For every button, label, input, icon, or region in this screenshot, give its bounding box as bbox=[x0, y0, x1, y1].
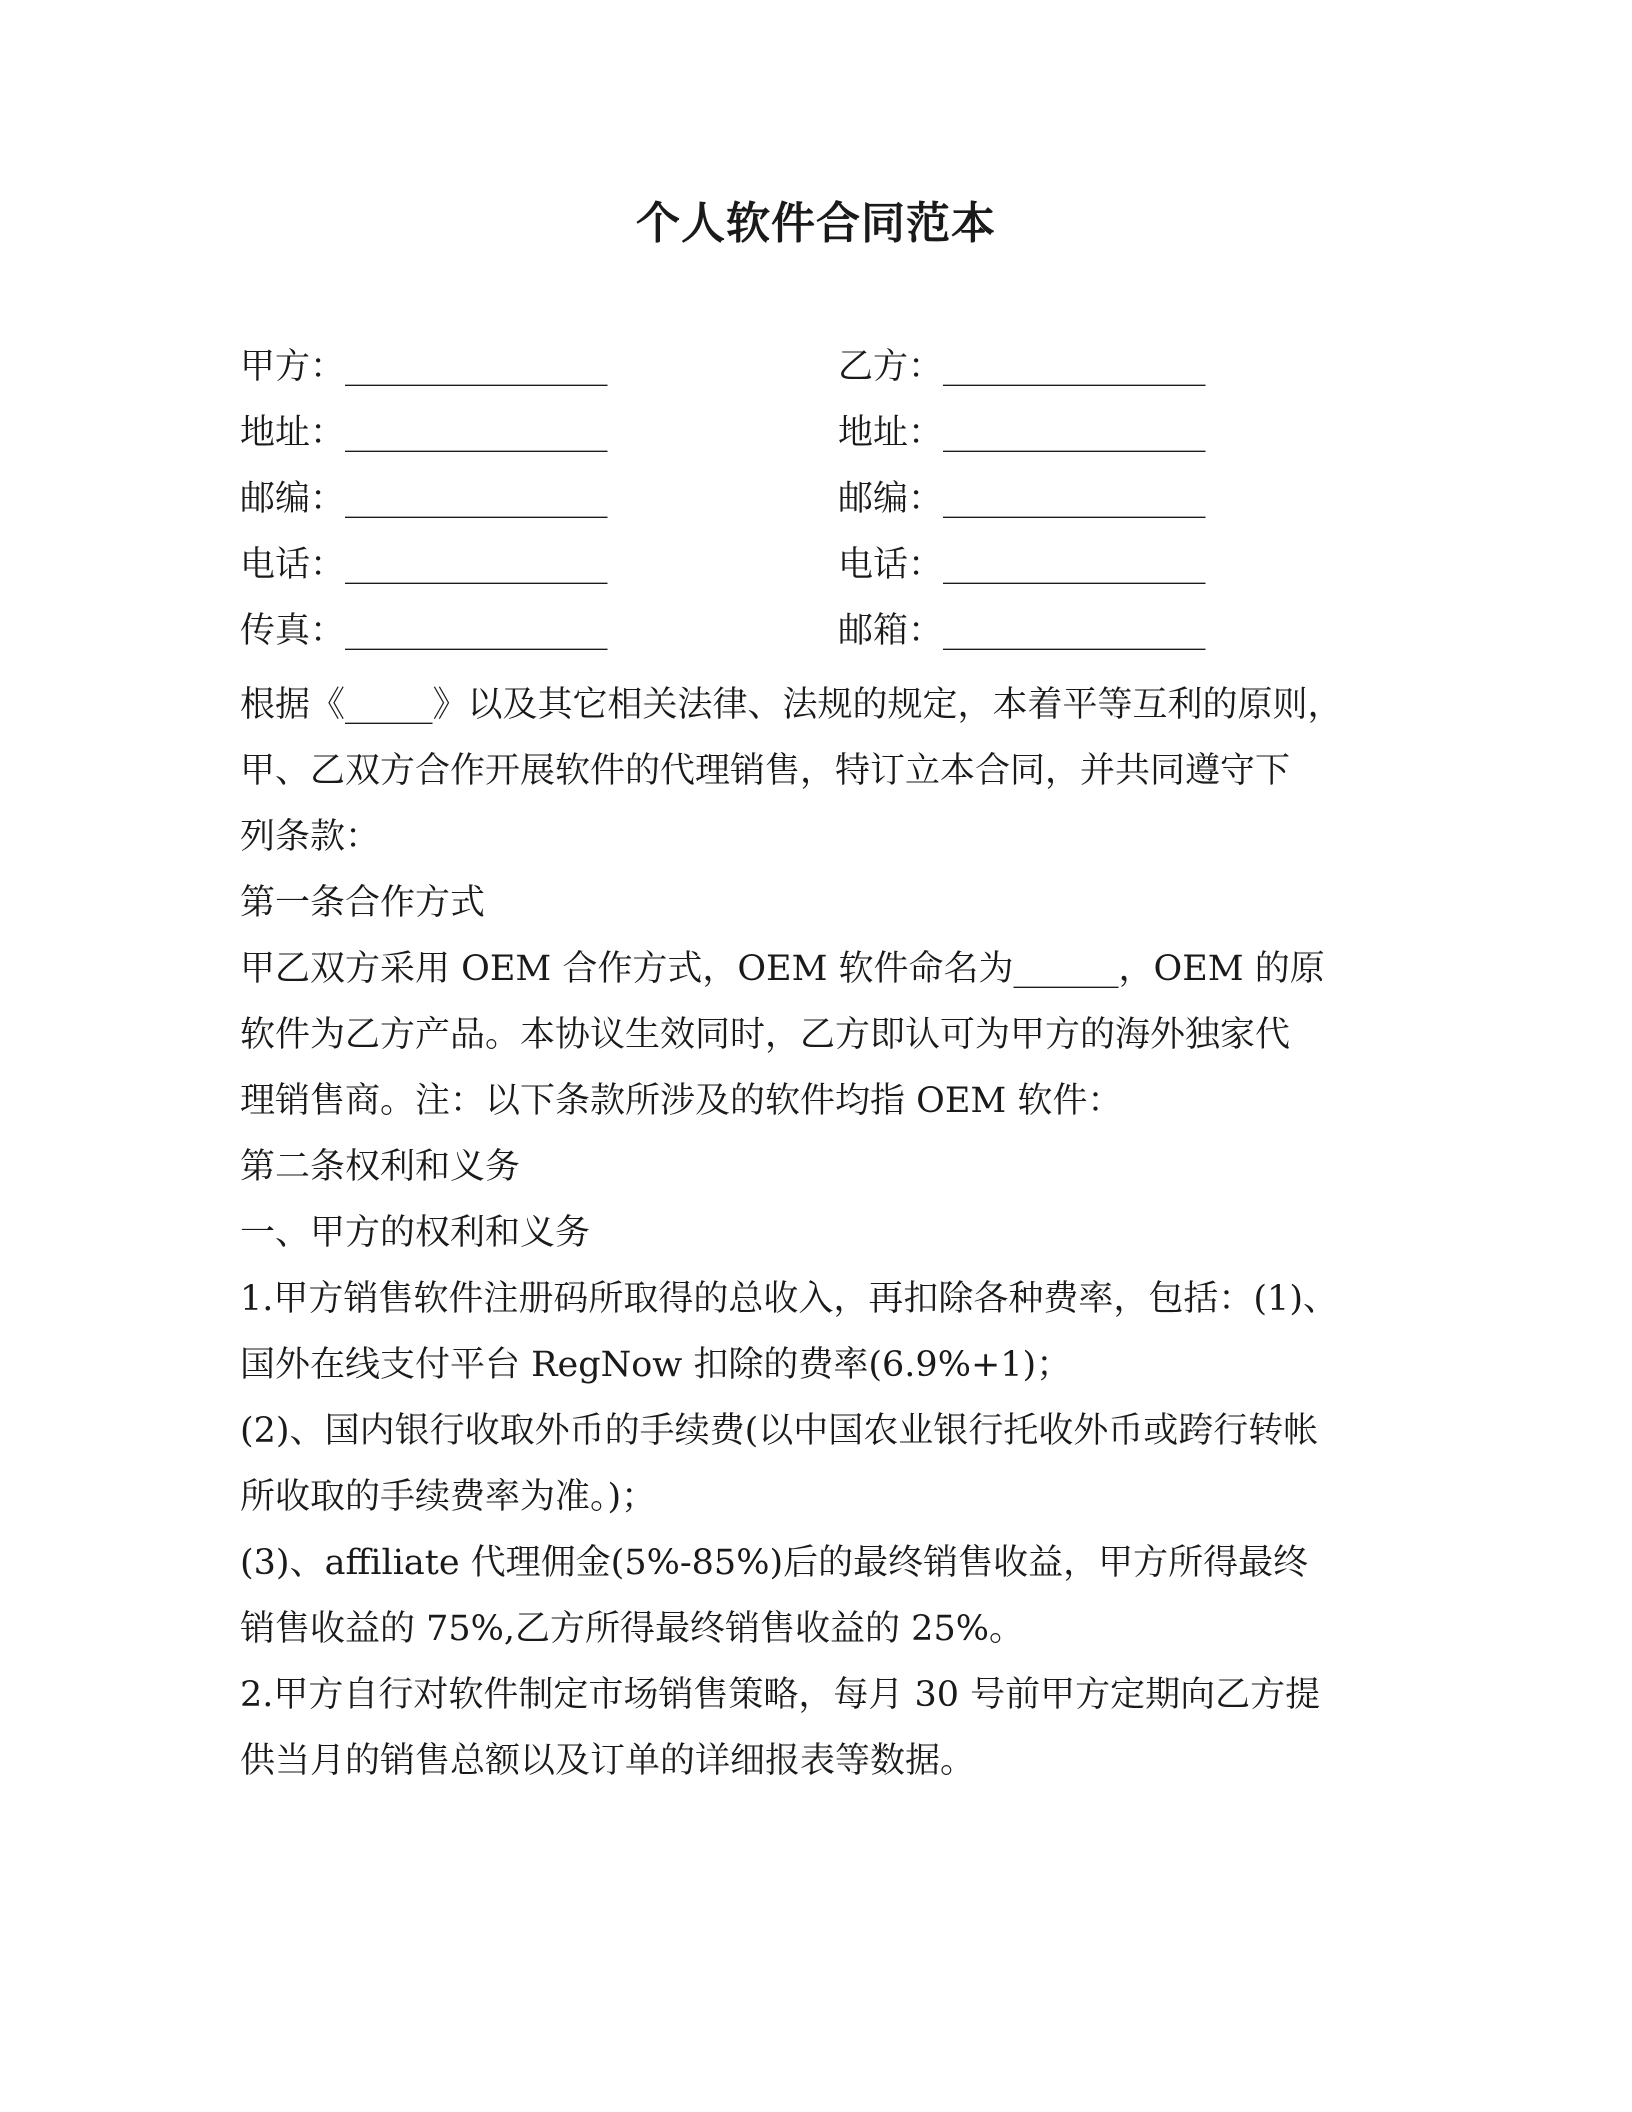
preamble-line-1: 根据《_____》以及其它相关法律、法规的规定，本着平等互利的原则， bbox=[240, 685, 1343, 725]
contract-body bbox=[240, 672, 1400, 1794]
clause-1-line-4: 所收取的手续费率为准。)； bbox=[240, 1477, 657, 1517]
party-b-email-field: 邮箱：_______________ bbox=[838, 611, 1206, 651]
party-row-party bbox=[240, 342, 1400, 408]
clause-2-line-1: 2.甲方自行对软件制定市场销售策略，每月 30 号前甲方定期向乙方提 bbox=[240, 1675, 1321, 1715]
party-row-postcode bbox=[240, 474, 1400, 540]
article-1-heading: 第一条合作方式 bbox=[240, 883, 486, 923]
clause-2-line-2: 供当月的销售总额以及订单的详细报表等数据。 bbox=[240, 1741, 976, 1781]
article-1-line-2: 软件为乙方产品。本协议生效同时，乙方即认可为甲方的海外独家代 bbox=[240, 1015, 1291, 1055]
party-row-fax-email bbox=[240, 606, 1400, 672]
clause-1-line-6: 销售收益的 75%,乙方所得最终销售收益的 25%。 bbox=[240, 1609, 1024, 1649]
party-a-address-field: 地址：_______________ bbox=[240, 413, 608, 453]
party-b-postcode-field: 邮编：_______________ bbox=[838, 479, 1206, 519]
section-1-heading: 一、甲方的权利和义务 bbox=[240, 1213, 591, 1253]
article-2-heading: 第二条权利和义务 bbox=[240, 1147, 521, 1187]
article-1-line-1: 甲乙双方采用 OEM 合作方式，OEM 软件命名为______，OEM 的原 bbox=[240, 949, 1325, 989]
preamble-line-3: 列条款： bbox=[240, 817, 381, 857]
preamble-line-2: 甲、乙双方合作开展软件的代理销售，特订立本合同，并共同遵守下 bbox=[240, 751, 1291, 791]
party-a-name-field: 甲方：_______________ bbox=[240, 347, 608, 387]
clause-1-line-5: (3)、affiliate 代理佣金(5%-85%)后的最终销售收益，甲方所得最终 bbox=[240, 1543, 1309, 1583]
party-info-table bbox=[240, 342, 1400, 672]
clause-1-line-3: (2)、国内银行收取外币的手续费(以中国农业银行托收外币或跨行转帐 bbox=[240, 1411, 1319, 1451]
article-1-line-3: 理销售商。注：以下条款所涉及的软件均指 OEM 软件： bbox=[240, 1081, 1123, 1121]
party-a-fax-field: 传真：_______________ bbox=[240, 611, 608, 651]
party-b-address-field: 地址：_______________ bbox=[838, 413, 1206, 453]
party-row-phone bbox=[240, 540, 1400, 606]
clause-1-line-1: 1.甲方销售软件注册码所取得的总收入，再扣除各种费率，包括：(1)、 bbox=[240, 1279, 1338, 1319]
party-b-phone-field: 电话：_______________ bbox=[838, 545, 1206, 585]
party-a-phone-field: 电话：_______________ bbox=[240, 545, 608, 585]
party-b-name-field: 乙方：_______________ bbox=[838, 347, 1206, 387]
party-a-postcode-field: 邮编：_______________ bbox=[240, 479, 608, 519]
clause-1-line-2: 国外在线支付平台 RegNow 扣除的费率(6.9%+1)； bbox=[240, 1345, 1072, 1385]
party-row-address bbox=[240, 408, 1400, 474]
document-title: 个人软件合同范本 bbox=[636, 198, 996, 249]
